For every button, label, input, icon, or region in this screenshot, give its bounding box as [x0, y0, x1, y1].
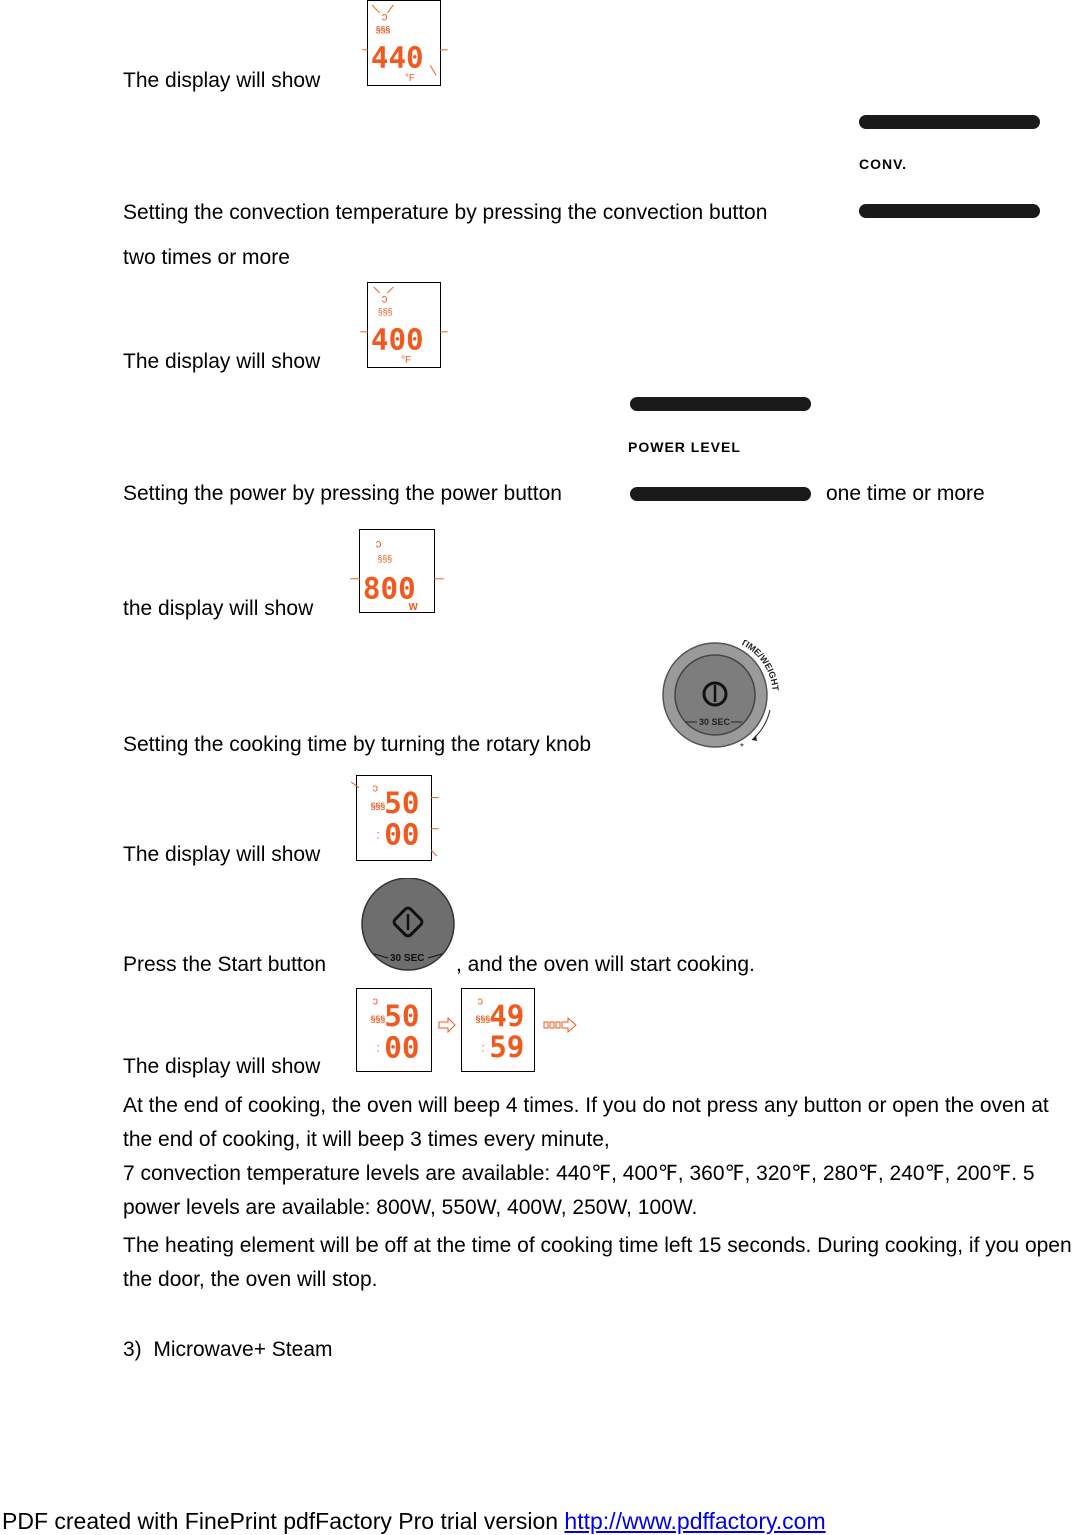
steam-symbol-icon: §§§	[375, 24, 391, 35]
pdf-footer	[2, 1507, 826, 1535]
microwave-symbol-icon: ↄ	[375, 537, 382, 551]
lcd-display-countdown-next	[461, 988, 535, 1072]
convection-instruction: Setting the convection temperature by pressing the convection button	[123, 201, 768, 224]
time-instruction: Setting the cooking time by turning the rotary knob	[123, 733, 592, 756]
microwave-symbol-icon: ↄ	[381, 292, 388, 306]
power-button[interactable]	[630, 487, 811, 501]
start-button[interactable]	[360, 878, 456, 974]
paragraph-heating-element: The heating element will be off at the time of cooking time left 15 seconds. During cooking, if you open the door, the oven will stop.	[123, 1234, 1072, 1291]
lcd-digits-top: 50	[384, 999, 420, 1034]
power-button-label: POWER LEVEL	[628, 439, 741, 455]
lcd-display-timer	[356, 775, 432, 861]
microwave-symbol-icon: ↄ	[477, 995, 483, 1008]
steam-symbol-icon: §§§	[475, 1014, 491, 1025]
microwave-symbol-icon: ↄ	[372, 782, 378, 795]
paragraph-end-of-cooking: At the end of cooking, the oven will beep 4 times. If you do not press any button or open the oven at the end of cooking, it will beep 3 times every minute,	[123, 1094, 1049, 1151]
convection-instruction-cont: two times or more	[123, 246, 290, 269]
rotary-knob[interactable]	[660, 640, 784, 752]
microwave-symbol-icon: ↄ	[372, 995, 378, 1008]
section-heading: 3) Microwave+ Steam	[123, 1338, 333, 1361]
start-instruction-b: , and the oven will start cooking.	[456, 953, 755, 976]
display-text-5: The display will show	[123, 1055, 321, 1078]
lcd-digits-top: 50	[384, 786, 420, 821]
power-instruction-a: Setting the power by pressing the power button	[123, 482, 562, 505]
steam-symbol-icon: §§§	[377, 553, 393, 564]
convection-button-top[interactable]	[859, 115, 1040, 129]
lcd-unit: °F	[404, 72, 415, 84]
lcd-unit: W	[408, 601, 418, 613]
lcd-display-countdown-start	[356, 988, 432, 1072]
convection-button-label: CONV.	[859, 156, 908, 172]
power-button-top[interactable]	[630, 397, 811, 411]
display-text-3: the display will show	[123, 597, 314, 620]
lcd-digits-top: 49	[489, 999, 525, 1034]
start-instruction-a: Press the Start button	[123, 953, 327, 976]
display-text-4: The display will show	[123, 843, 321, 866]
continue-arrow-icon	[543, 1017, 577, 1033]
lcd-digits: 440	[370, 40, 424, 75]
lcd-display-440	[367, 0, 441, 86]
convection-button[interactable]	[859, 204, 1040, 218]
steam-symbol-icon: §§§	[377, 306, 393, 317]
steam-symbol-icon: §§§	[370, 801, 386, 812]
lcd-digits-bottom: 00	[384, 817, 420, 852]
power-instruction-b: one time or more	[826, 482, 985, 505]
microwave-symbol-icon: ↄ	[381, 10, 388, 24]
lcd-digits: 800	[362, 571, 416, 606]
knob-ring-label: TIME/WEIGHT	[739, 640, 781, 692]
paragraph-levels: 7 convection temperature levels are available: 440℉, 400℉, 360℉, 320℉, 280℉, 240℉, 200℉. 5 power levels are available: 800W, 550W, 400W, 250W, 100W.	[123, 1162, 1035, 1219]
lcd-display-400	[367, 282, 441, 368]
svg-text::: :	[376, 828, 380, 842]
knob-sec-label: 30 SEC	[699, 717, 731, 727]
lcd-unit: °F	[401, 354, 411, 366]
svg-text::: :	[481, 1041, 485, 1055]
lcd-display-800	[359, 529, 435, 613]
lcd-digits-bottom: 59	[489, 1030, 525, 1065]
steam-symbol-icon: §§§	[370, 1014, 386, 1025]
display-text-2: The display will show	[123, 350, 321, 373]
svg-text::: :	[376, 1041, 380, 1055]
start-sec-label: 30 SEC	[390, 953, 425, 964]
arrow-right-icon	[438, 1017, 456, 1033]
footer-text: PDF created with FinePrint pdfFactory Pro trial version	[2, 1508, 565, 1534]
footer-link[interactable]: http://www.pdffactory.com	[564, 1508, 826, 1534]
lcd-digits-bottom: 00	[384, 1030, 420, 1065]
lcd-digits: 400	[370, 322, 424, 357]
display-text-1: The display will show	[123, 69, 321, 92]
svg-text:*: *	[740, 742, 744, 752]
